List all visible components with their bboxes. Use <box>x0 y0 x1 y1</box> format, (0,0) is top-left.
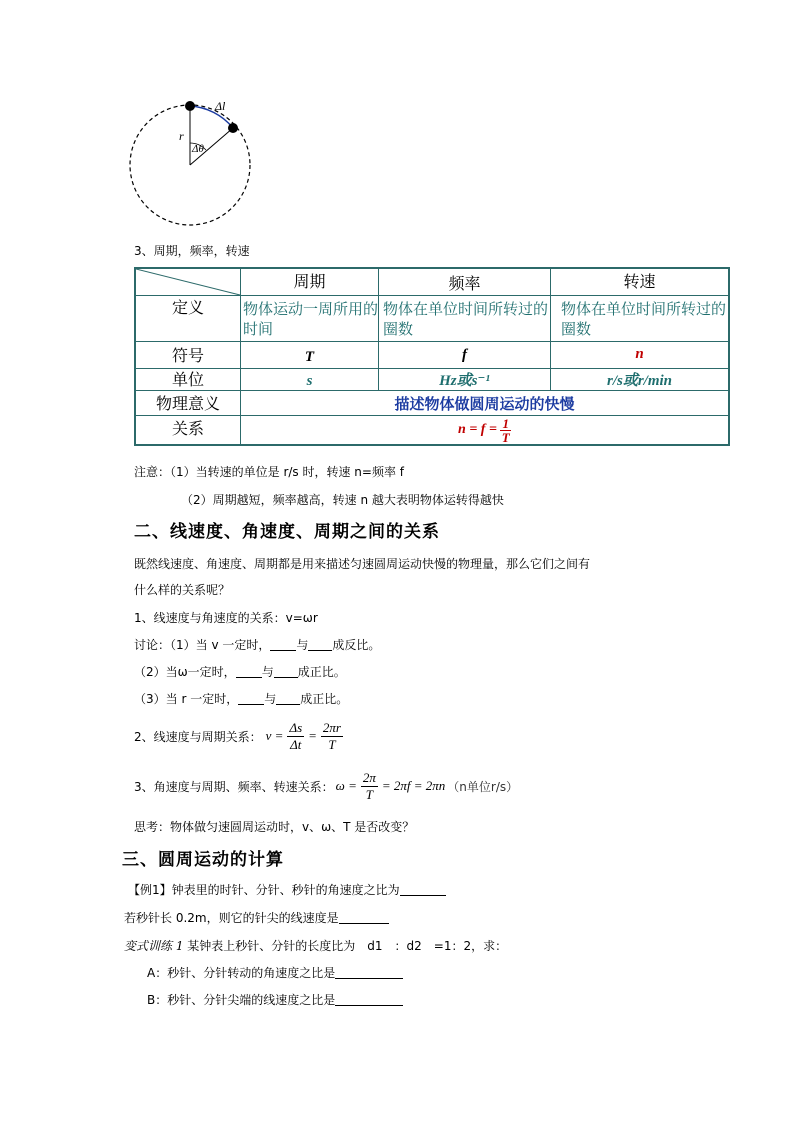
relation-formula <box>241 416 728 444</box>
discussion-1-mid: 与 <box>296 638 309 652</box>
example-1-text-2: 若秒针长 0.2m，则它的针尖的线速度是 <box>124 911 339 925</box>
question-b <box>147 991 403 1008</box>
relation-2-fraction-1 <box>287 720 304 753</box>
relation-denominator: T <box>501 429 510 445</box>
definition-frequency: 物体在单位时间所转过的圈数 <box>379 296 551 342</box>
row-label-unit: 单位 <box>136 369 241 391</box>
corner-cell <box>136 269 241 296</box>
blank-2b[interactable] <box>274 665 298 678</box>
discussion-3-mid: 与 <box>264 692 277 706</box>
relation-2 <box>134 716 343 756</box>
discussion-3-prefix: （3）当 r 一定时， <box>134 692 239 706</box>
relation-fraction <box>500 417 511 444</box>
relation-3-rest: = 2πf = 2πn <box>381 778 446 793</box>
discussion-2-mid: 与 <box>261 665 274 679</box>
blank-1b[interactable] <box>308 638 332 651</box>
period-frequency-table <box>134 267 730 446</box>
discussion-1 <box>134 636 380 653</box>
question-b-text: B：秒针、分针尖端的线速度之比是 <box>147 993 336 1007</box>
think-question: 思考：物体做匀速圆周运动时，v、ω、T 是否改变？ <box>134 820 415 834</box>
question-a-text: A：秒针、分针转动的角速度之比是 <box>147 966 336 980</box>
heading-section-2: 二、线速度、角速度、周期之间的关系 <box>134 522 440 542</box>
unit-rotation-speed: r/s或r/min <box>551 369 728 391</box>
relation-lhs: n = f = <box>458 422 501 437</box>
row-label-symbol: 符号 <box>136 342 241 369</box>
f3-numerator: 2π <box>362 769 376 785</box>
blank-3b[interactable] <box>276 692 300 705</box>
physical-meaning-value: 描述物体做圆周运动的快慢 <box>241 391 728 416</box>
definition-rotation-speed: 物体在单位时间所转过的圈数 <box>551 296 728 342</box>
col-header-rotation-speed: 转速 <box>551 269 728 296</box>
symbol-frequency: f <box>379 342 551 369</box>
blank-question-b[interactable] <box>335 993 403 1006</box>
blank-3a[interactable] <box>238 692 264 705</box>
relation-3-lhs: ω = <box>335 778 357 793</box>
discussion-1-suffix: 成反比。 <box>332 638 381 652</box>
f1-numerator: Δs <box>289 719 303 735</box>
relation-3-label: 3、角速度与周期、频率、转速关系： <box>134 779 334 794</box>
label-delta-l: Δl <box>215 99 226 113</box>
relation-2-lhs: v = <box>265 728 284 743</box>
f3-denominator: T <box>365 786 373 802</box>
relation-numerator: 1 <box>502 415 509 431</box>
row-label-definition: 定义 <box>136 296 241 342</box>
relation-2-label: 2、线速度与周期关系： <box>134 729 262 744</box>
relation-2-fraction-2 <box>321 720 343 753</box>
blank-2a[interactable] <box>236 665 262 678</box>
example-1-line-1 <box>128 881 446 898</box>
blank-question-a[interactable] <box>335 966 403 979</box>
relation-3 <box>134 766 518 806</box>
label-delta-theta: Δθ <box>192 143 204 155</box>
discussion-2-suffix: 成正比。 <box>297 665 346 679</box>
variant-label: 变式训练 1 <box>124 939 184 953</box>
intro-line-1: 既然线速度、角速度、周期都是用来描述匀速圆周运动快慢的物理量，那么它们之间有 <box>134 557 591 571</box>
label-r: r <box>179 129 184 143</box>
relation-2-eq: = <box>308 728 317 743</box>
row-label-physical-meaning: 物理意义 <box>136 391 241 416</box>
intro-line-2: 什么样的关系呢？ <box>134 583 231 597</box>
variant-training-1 <box>124 937 507 954</box>
question-a <box>147 964 403 981</box>
point-a <box>185 101 195 111</box>
discussion-2 <box>134 663 346 680</box>
row-label-relation: 关系 <box>136 416 241 444</box>
discussion-3 <box>134 690 348 707</box>
example-1-text: 【例1】钟表里的时针、分针、秒针的角速度之比为 <box>128 883 400 897</box>
f1-denominator: Δt <box>290 736 302 752</box>
col-header-period: 周期 <box>241 269 379 296</box>
unit-frequency: Hz或s⁻¹ <box>379 369 551 391</box>
relation-3-note: （n单位r/s） <box>447 779 519 794</box>
discussion-1-prefix: 讨论：（1）当 v 一定时， <box>134 638 271 652</box>
f2-denominator: T <box>328 736 336 752</box>
point-b <box>228 123 238 133</box>
discussion-3-suffix: 成正比。 <box>300 692 349 706</box>
blank-1a[interactable] <box>270 638 296 651</box>
blank-example-1a[interactable] <box>400 883 446 896</box>
definition-period: 物体运动一周所用的时间 <box>241 296 379 342</box>
example-1-line-2 <box>124 909 389 926</box>
relation-1: 1、线速度与角速度的关系：v=ωr <box>134 611 318 625</box>
discussion-2-prefix: （2）当ω一定时， <box>134 665 236 679</box>
note-2: （2）周期越短，频率越高，转速 n 越大表明物体运转得越快 <box>181 493 504 507</box>
note-1: 注意：（1）当转速的单位是 r/s 时，转速 n=频率 f <box>134 465 405 479</box>
blank-example-1b[interactable] <box>339 911 389 924</box>
unit-period: s <box>241 369 379 391</box>
symbol-rotation-speed: n <box>551 342 728 369</box>
symbol-period: T <box>241 342 379 369</box>
variant-text: 某钟表上秒针、分针的长度比为 d1 ：d2 =1：2，求： <box>183 939 508 953</box>
circular-motion-diagram <box>120 98 260 228</box>
heading-section-3: 三、圆周运动的计算 <box>122 850 284 870</box>
section3-heading: 3、周期，频率，转速 <box>134 244 250 258</box>
col-header-frequency: 频率 <box>379 269 551 296</box>
relation-3-fraction <box>361 770 378 803</box>
f2-numerator: 2πr <box>322 719 341 735</box>
